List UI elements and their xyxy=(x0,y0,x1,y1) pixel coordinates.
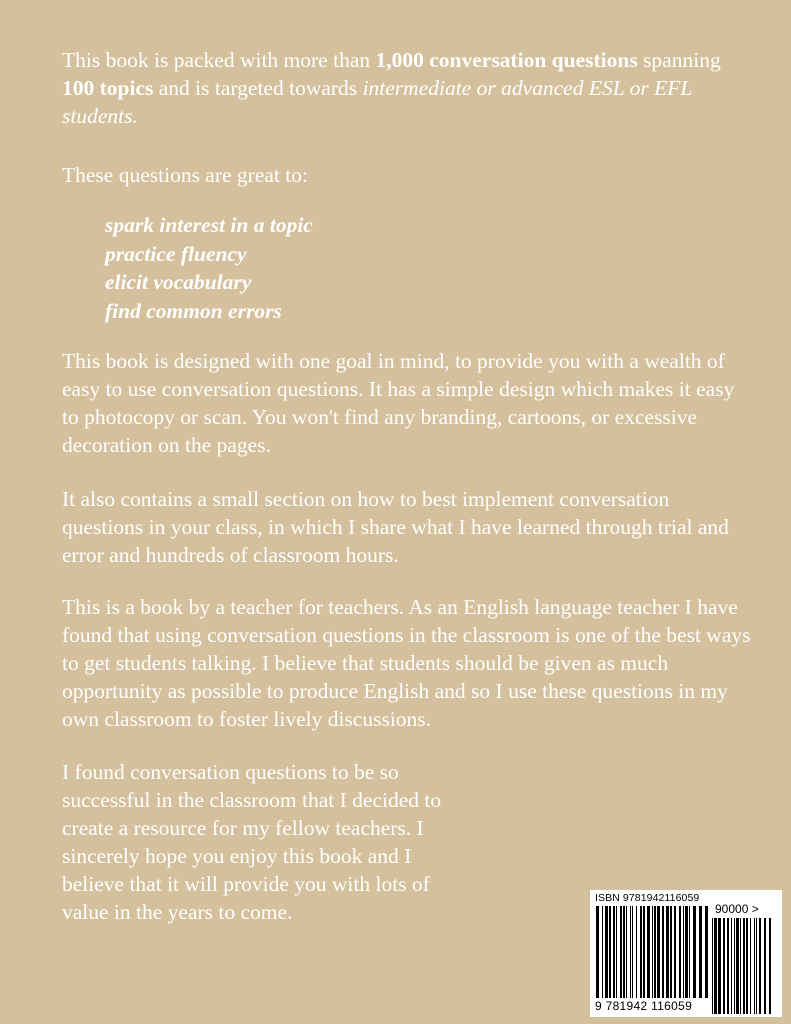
isbn-barcode xyxy=(590,890,782,1017)
question-count: 1,000 conversation questions xyxy=(375,48,638,72)
isbn-digits: 9 781942 116059 xyxy=(595,999,693,1013)
barcode-bars-icon xyxy=(596,906,708,998)
closing-paragraph: I found conversation questions to be so successful in the classroom that I decided to create a resource for my fellow teachers. I sincerely hope you enjoy this book and I believe that it will provide you with lots of value in the years to come. xyxy=(62,760,442,924)
teacher-paragraph: This is a book by a teacher for teachers. As an English language teacher I have found that using conversation questions in the classroom is one of the best ways to get students talking. I believe that students should be given as much opportunity as possible to produce English and so I use these questions in my own classroom to foster lively discussions. xyxy=(62,595,751,731)
addon-barcode-icon xyxy=(712,918,772,1014)
topic-count: 100 topics xyxy=(62,76,154,100)
target-audience: intermediate or advanced ESL or EFL students. xyxy=(62,76,693,128)
intro-text-3: and is targeted towards xyxy=(153,76,363,100)
intro-text-2: spanning xyxy=(637,48,721,72)
isbn-label: ISBN 9781942116059 xyxy=(595,892,700,904)
list-item: practice fluency xyxy=(105,241,247,266)
design-paragraph: This book is designed with one goal in mind, to provide you with a wealth of easy to use conversation questions. It has a simple design which makes it easy to photocopy or scan. You won't find any branding, cartoons, or excessive decoration on the pages. xyxy=(62,349,735,457)
list-item: find common errors xyxy=(105,298,282,323)
price-code: 90000 > xyxy=(715,902,759,916)
uses-list xyxy=(105,211,313,325)
intro-text-1: This book is packed with more than xyxy=(62,48,376,72)
uses-heading: These questions are great to: xyxy=(62,163,308,187)
intro-paragraph xyxy=(62,46,752,130)
list-item: elicit vocabulary xyxy=(105,270,252,294)
list-item: spark interest in a topic xyxy=(105,213,313,237)
implementation-paragraph: It also contains a small section on how to best implement conversation questions in your class, in which I share what I have learned through trial and error and hundreds of classroom hours. xyxy=(62,487,729,567)
